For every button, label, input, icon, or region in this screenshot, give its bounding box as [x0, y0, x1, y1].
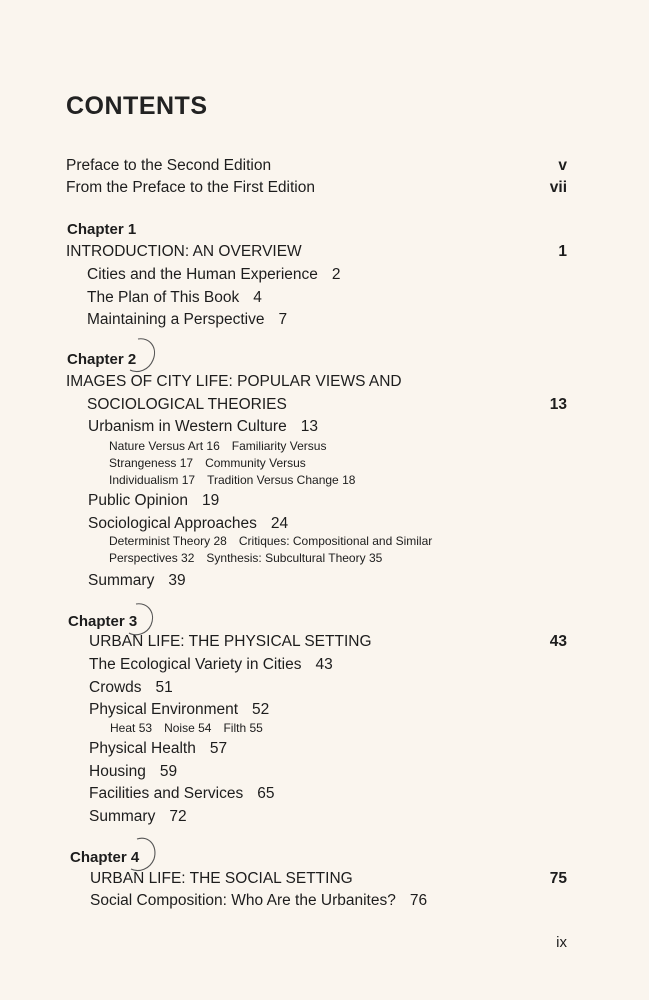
entry-label: Noise: [164, 721, 195, 735]
chapter-page: 13: [549, 396, 567, 413]
toc-section: [87, 265, 341, 285]
entry-page: 43: [315, 656, 333, 673]
toc-section: [89, 700, 269, 720]
toc-section: [88, 417, 318, 437]
entry-label: Tradition Versus Change: [207, 473, 339, 487]
entry-label: Urbanism in Western Culture: [88, 418, 287, 435]
entry-page: 54: [198, 721, 212, 735]
chapter-label: Chapter 1: [67, 221, 137, 238]
chapter-label: Chapter 2: [67, 351, 137, 368]
entry-label: Physical Health: [89, 740, 196, 757]
entry-label: From the Preface to the First Edition: [66, 179, 315, 196]
toc-entry-preface-first: [66, 178, 315, 198]
toc-section: [89, 762, 177, 782]
chapter-title: IMAGES OF CITY LIFE: POPULAR VIEWS AND: [66, 373, 402, 390]
entry-page: 13: [300, 418, 318, 435]
toc-section: [89, 655, 333, 675]
toc-section: [88, 514, 288, 534]
toc-section: [89, 739, 227, 759]
entry-page: 18: [342, 473, 356, 487]
toc-section: [89, 784, 274, 804]
entry-page: 59: [159, 763, 178, 780]
entry-label: Critiques: Compositional and Similar: [238, 534, 433, 548]
entry-label: Familiarity Versus: [231, 439, 327, 453]
entry-page: 52: [252, 701, 270, 718]
entry-label: Individualism: [109, 473, 179, 487]
toc-section: [87, 310, 287, 330]
entry-page: v: [558, 157, 567, 174]
entry-label: Nature Versus Art: [109, 439, 204, 453]
toc-subsection-line: [109, 533, 432, 549]
entry-label: Sociological Approaches: [88, 515, 257, 532]
toc-section: [88, 571, 186, 591]
entry-label: Perspectives: [109, 551, 178, 565]
page-title: CONTENTS: [66, 92, 208, 120]
entry-page: 76: [409, 892, 428, 909]
toc-subsection-line: [110, 720, 263, 736]
entry-label: Summary: [89, 808, 156, 825]
entry-page: 51: [155, 679, 173, 696]
toc-section: [87, 288, 262, 308]
chapter-page: 75: [549, 870, 567, 887]
entry-label: Crowds: [89, 679, 142, 696]
entry-label: Community Versus: [205, 456, 306, 470]
entry-label: Social Composition: Who Are the Urbanites?: [90, 892, 396, 909]
toc-subsection-line: [109, 455, 306, 471]
entry-label: The Ecological Variety in Cities: [89, 656, 302, 673]
entry-label: Cities and the Human Experience: [87, 266, 318, 283]
entry-page: 65: [257, 785, 275, 802]
entry-page: 24: [270, 515, 289, 532]
chapter-page: 43: [549, 633, 567, 650]
entry-label: Determinist Theory: [109, 534, 211, 548]
entry-label: Synthesis: Subcultural Theory: [206, 551, 366, 565]
toc-subsection-line: [109, 550, 382, 566]
chapter-title: INTRODUCTION: AN OVERVIEW: [66, 243, 302, 260]
entry-page: 57: [209, 740, 228, 757]
entry-page: 19: [201, 492, 220, 509]
entry-page: 35: [368, 551, 383, 565]
entry-label: Preface to the Second Edition: [66, 157, 272, 174]
chapter-page: 1: [558, 243, 567, 260]
entry-page: vii: [549, 179, 567, 196]
entry-label: Heat: [110, 721, 136, 735]
toc-section: [90, 891, 427, 911]
chapter-label: Chapter 3: [68, 613, 138, 630]
entry-label: Filth: [223, 721, 247, 735]
toc-subsection-line: [109, 438, 326, 454]
entry-page: 39: [168, 572, 186, 589]
entry-page: 55: [249, 721, 263, 735]
entry-label: Strangeness: [109, 456, 177, 470]
toc-section: [88, 491, 219, 511]
entry-label: Physical Environment: [89, 701, 239, 718]
chapter-label: Chapter 4: [70, 849, 140, 866]
entry-page: 4: [253, 289, 262, 306]
entry-page: 53: [138, 721, 153, 735]
entry-label: Facilities and Services: [89, 785, 244, 802]
entry-label: Housing: [89, 763, 146, 780]
entry-page: 17: [181, 473, 196, 487]
chapter-title: URBAN LIFE: THE PHYSICAL SETTING: [89, 633, 372, 650]
toc-section: [89, 807, 187, 827]
entry-page: 2: [331, 266, 341, 283]
entry-page: 72: [169, 808, 187, 825]
chapter-title-continued: SOCIOLOGICAL THEORIES: [87, 396, 287, 413]
entry-label: Maintaining a Perspective: [87, 311, 265, 328]
entry-label: Summary: [88, 572, 155, 589]
toc-entry-preface-second: [66, 156, 271, 176]
entry-page: 16: [206, 439, 220, 453]
chapter-title: URBAN LIFE: THE SOCIAL SETTING: [90, 870, 353, 887]
toc-section: [89, 678, 173, 698]
entry-page: 32: [181, 551, 195, 565]
entry-label: Public Opinion: [88, 492, 188, 509]
toc-subsection-line: [109, 472, 355, 488]
entry-page: 7: [278, 311, 288, 328]
entry-page: 17: [179, 456, 194, 470]
entry-label: The Plan of This Book: [87, 289, 240, 306]
page-number: ix: [556, 934, 567, 951]
entry-page: 28: [213, 534, 227, 548]
